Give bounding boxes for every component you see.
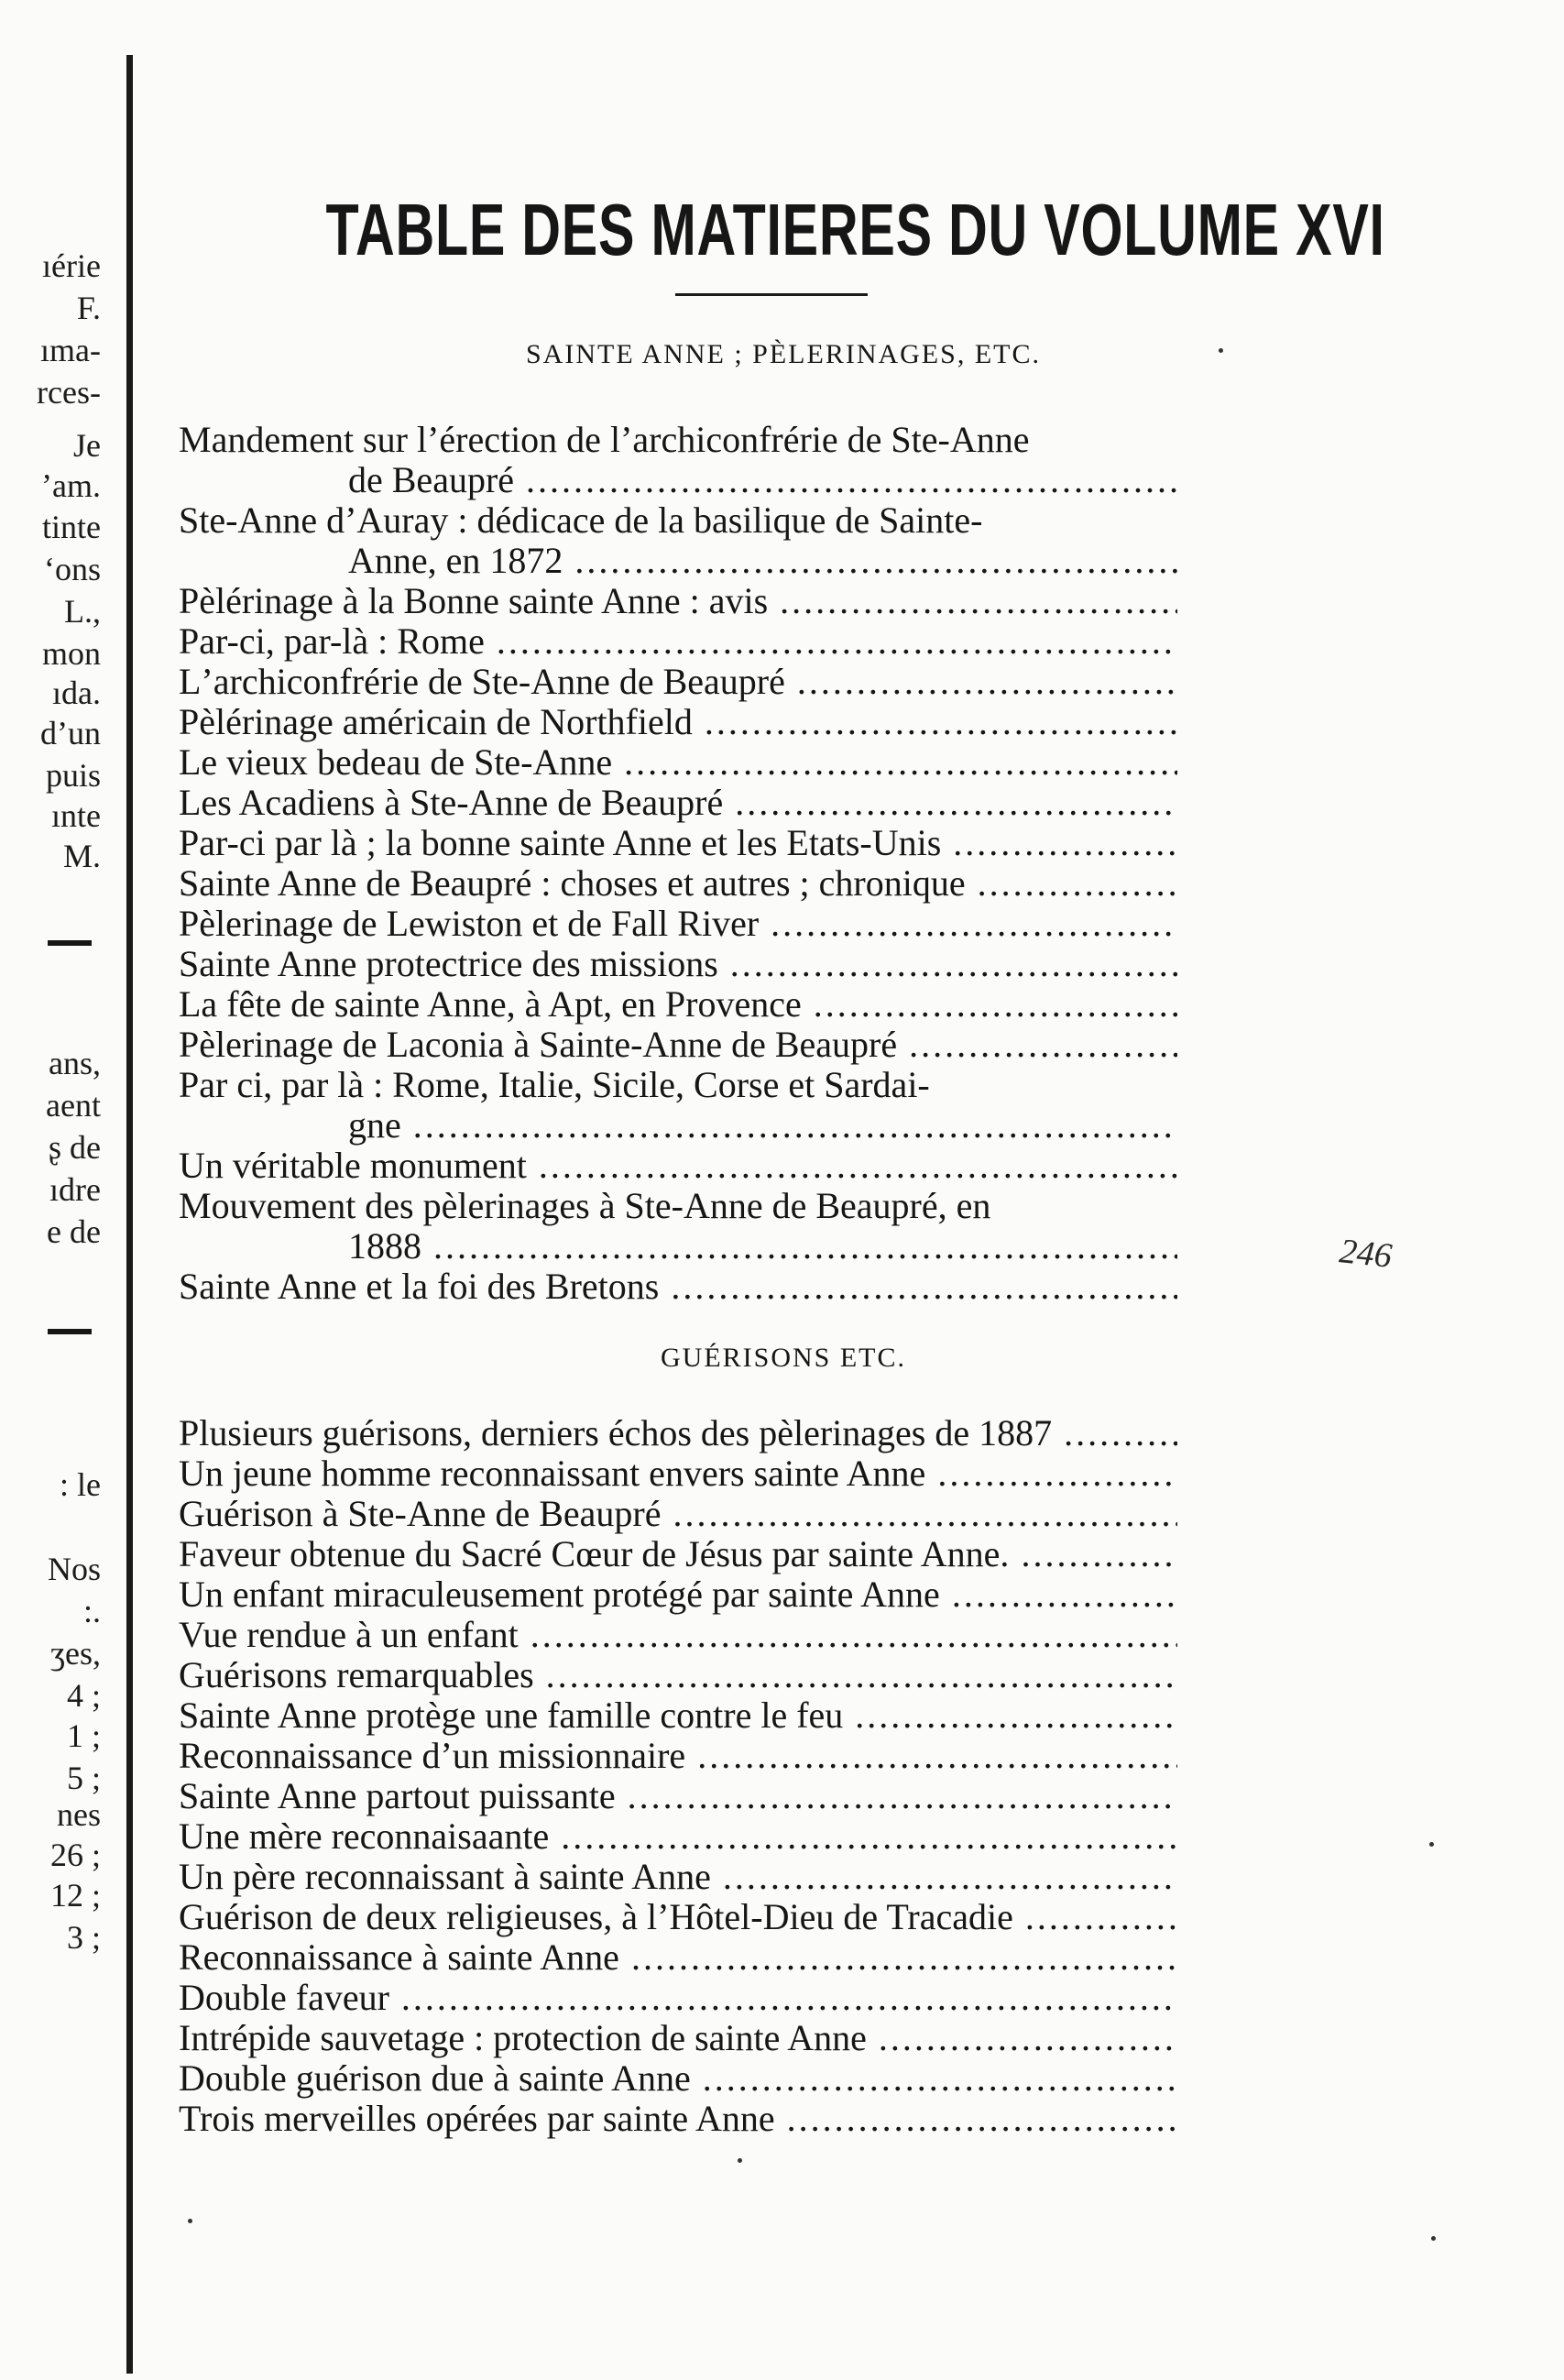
entry-title: Par ci, par là : Rome, Italie, Sicile, Corse et Sardai- [179,1065,930,1105]
entry-title: Un jeune homme reconnaissant envers sainte Anne ..... [179,1453,1177,1494]
entry-title-continued: gne ..... [348,1105,1177,1146]
margin-fragment: dʼun [40,715,101,751]
entry-title: Guérison à Ste-Anne de Beaupré ..... [179,1494,1177,1534]
speck [1429,1842,1434,1847]
entry-title: Vue rendue à un enfant ..... [179,1615,1177,1655]
entry-title: Le vieux bedeau de Ste-Anne ..... [179,742,1177,783]
margin-fragment: 4 ; [66,1677,101,1714]
entry-title: Double guérison due à sainte Anne ..... [179,2058,1177,2099]
speck [188,2219,192,2223]
margin-fragment: tinte [42,509,101,545]
entry-title: Pèlérinage américain de Northfield ..... [179,702,1177,742]
entry-title: Sainte Anne de Beaupré : choses et autres ; chronique ..... [179,863,1177,904]
handwritten-annotation: 246 [1337,1232,1394,1276]
entry-title: Pèlérinage à la Bonne sainte Anne : avis ..... [179,581,1177,621]
entry-title: La fête de sainte Anne, à Apt, en Provence ..... [179,984,1177,1025]
margin-dash [48,940,92,946]
entry-title: Les Acadiens à Ste-Anne de Beaupré ..... [179,783,1177,823]
entry-title: Double faveur ..... [179,1978,1177,2018]
entry-title: Par-ci, par-là : Rome ..... [179,621,1177,662]
margin-fragment: ʒes, [50,1635,101,1672]
margin-fragment: ınte [51,797,101,834]
binding-rule [126,55,133,2374]
margin-fragment: nes [57,1796,101,1833]
entry-title: Un père reconnaissant à sainte Anne ..... [179,1857,1177,1897]
margin-fragment: e de [47,1213,101,1250]
margin-fragment: L., [64,593,101,630]
entry-title: Une mère reconnaisaante ..... [179,1816,1177,1857]
entry-title: Sainte Anne et la foi des Bretons ..... [179,1267,1177,1307]
margin-fragment: ıma- [40,332,101,368]
margin-fragment: F. [76,290,101,326]
margin-fragment: ıdre [49,1171,101,1208]
speck [1219,348,1223,353]
margin-fragment: mon [41,635,101,672]
adjacent-page-margin [0,0,108,2380]
entry-title: Trois merveilles opérées par sainte Anne ..... [179,2099,1177,2139]
entry-title: Sainte Anne protège une famille contre le feu ..... [179,1695,1177,1736]
margin-fragment: 26 ; [49,1837,101,1873]
entry-title: Sainte Anne protectrice des missions ..... [179,944,1177,984]
section-heading: SAINTE ANNE ; PÈLERINAGES, ETC. [526,339,1041,369]
margin-fragment: M. [62,838,101,874]
margin-fragment: rces- [37,374,101,411]
speck [738,2158,742,2163]
entry-title: Pèlerinage de Lewiston et de Fall River ..... [179,904,1177,944]
margin-fragment: puis [45,757,101,794]
margin-fragment: 1 ; [66,1717,101,1754]
margin-fragment: ıérie [42,247,101,284]
entry-title-continued: 1888 ..... [348,1226,1177,1267]
entry-title: Sainte Anne partout puissante ..... [179,1776,1177,1816]
entry-title: Lʼarchiconfrérie de Ste-Anne de Beaupré ..... [179,662,1177,702]
entry-title: Un enfant miraculeusement protégé par sainte Anne ..... [179,1574,1177,1615]
entry-title: Pèlerinage de Laconia à Sainte-Anne de Beaupré ..... [179,1025,1177,1065]
entry-title: Guérisons remarquables ..... [179,1655,1177,1695]
margin-fragment: :. [82,1593,101,1629]
margin-fragment: 3 ; [66,1919,101,1956]
entry-title: Reconnaissance dʼun missionnaire ..... [179,1736,1177,1776]
margin-fragment: Je [73,427,101,464]
margin-fragment: aent [46,1087,101,1124]
margin-fragment: Nos [47,1551,101,1587]
entry-title: Faveur obtenue du Sacré Cœur de Jésus par sainte Anne. ..... [179,1534,1177,1574]
margin-fragment: ıda. [52,675,101,711]
entry-title: Mandement sur lʼérection de lʼarchiconfrérie de Ste-Anne [179,420,1030,460]
entry-title-continued: Anne, en 1872 ..... [348,541,1177,581]
page-title: TABLE DES MATIERES DU VOLUME XVI [325,189,1385,270]
margin-fragment: ʻons [44,551,101,587]
entry-title: Mouvement des pèlerinages à Ste-Anne de Beaupré, en [179,1186,991,1226]
entry-title: Par-ci par là ; la bonne sainte Anne et les Etats-Unis ..... [179,823,1177,863]
speck [1431,2236,1436,2241]
title-underline [675,293,868,296]
entry-title: Ste-Anne dʼAuray : dédicace de la basilique de Sainte- [179,500,983,541]
entry-title: Guérison de deux religieuses, à lʼHôtel-Dieu de Tracadie ..... [179,1897,1177,1937]
margin-fragment: ʂ de [49,1129,101,1166]
margin-fragment: 5 ; [66,1760,101,1796]
entry-title-continued: de Beaupré ..... [348,460,1177,500]
section-heading: GUÉRISONS ETC. [660,1343,906,1373]
margin-dash [48,1329,92,1334]
margin-fragment: ʼam. [41,467,101,504]
entry-title: Intrépide sauvetage : protection de sainte Anne ..... [179,2018,1177,2058]
entry-title: Un véritable monument ..... [179,1146,1177,1186]
margin-fragment: : le [60,1466,101,1503]
margin-fragment: 12 ; [49,1877,101,1914]
entry-title: Plusieurs guérisons, derniers échos des pèlerinages de 1887 ..... [179,1413,1177,1453]
entry-title: Reconnaissance à sainte Anne ..... [179,1937,1177,1978]
margin-fragment: ans, [49,1045,101,1081]
